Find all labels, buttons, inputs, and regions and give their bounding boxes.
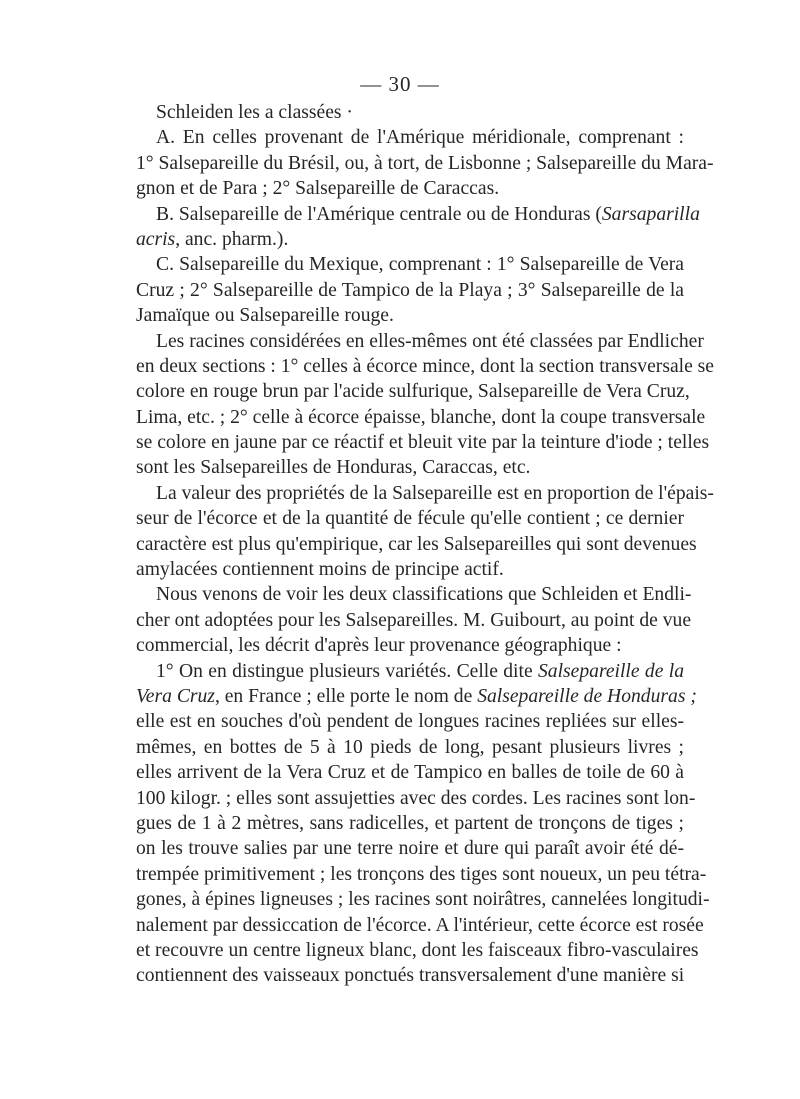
text-line bbox=[136, 532, 697, 557]
line-text: caractère est plus qu'empirique, car les Salsepareilles qui sont devenues bbox=[136, 533, 697, 555]
text-line bbox=[136, 455, 684, 480]
italic-text: Salsepareille de la bbox=[538, 660, 685, 682]
line-text: Lima, etc. ; 2° celle à écorce épaisse, blanche, dont la coupe transversale bbox=[136, 406, 706, 428]
text-line bbox=[136, 430, 710, 455]
text-line bbox=[136, 709, 684, 734]
line-text: Nous venons de voir les deux classifications que Schleiden et Endli- bbox=[156, 584, 692, 606]
text-line bbox=[136, 227, 684, 252]
italic-text: Vera Cruz bbox=[136, 685, 215, 707]
text-line bbox=[136, 811, 684, 836]
text-line bbox=[136, 836, 684, 861]
line-text: 1° On en distingue plusieurs variétés. Celle dite bbox=[156, 660, 538, 682]
line-text: A. En celles provenant de l'Amérique méridionale, comprenant : bbox=[156, 127, 684, 149]
line-text: gones, à épines ligneuses ; les racines sont noirâtres, cannelées longitudi- bbox=[136, 889, 710, 911]
line-text: en deux sections : 1° celles à écorce mince, dont la section transversale se bbox=[136, 355, 715, 377]
text-line bbox=[136, 405, 706, 430]
text-line bbox=[136, 608, 692, 633]
text-body bbox=[136, 100, 715, 989]
line-text: gues de 1 à 2 mètres, sans radicelles, et partent de tronçons de tiges ; bbox=[136, 812, 684, 834]
italic-text: Salsepareille de Honduras ; bbox=[477, 685, 697, 707]
text-line bbox=[136, 379, 690, 404]
page-number: — 30 — bbox=[360, 72, 440, 96]
text-line bbox=[136, 913, 704, 938]
text-line bbox=[136, 252, 684, 277]
line-text: amylacées contiennent moins de principe actif. bbox=[136, 559, 504, 581]
line-text: sont les Salsepareilles de Honduras, Caraccas, etc. bbox=[136, 457, 531, 479]
text-line bbox=[136, 963, 684, 988]
line-text: La valeur des propriétés de la Salsepareille est en proportion de l'épais- bbox=[156, 482, 714, 504]
line-text: mêmes, en bottes de 5 à 10 pieds de long, pesant plusieurs livres ; bbox=[136, 736, 684, 758]
line-text: nalement par dessiccation de l'écorce. A l'intérieur, cette écorce est rosée bbox=[136, 914, 704, 936]
text-line bbox=[136, 202, 700, 227]
line-text: C. Salsepareille du Mexique, comprenant : 1° Salsepareille de Vera bbox=[156, 254, 684, 276]
line-text: cher ont adoptées pour les Salsepareilles. M. Guibourt, au point de vue bbox=[136, 609, 692, 631]
text-line bbox=[136, 582, 692, 607]
text-line bbox=[136, 633, 684, 658]
line-text: elles arrivent de la Vera Cruz et de Tampico en balles de toile de 60 à bbox=[136, 762, 684, 784]
line-text: B. Salsepareille de l'Amérique centrale ou de Honduras ( bbox=[156, 203, 602, 225]
text-line bbox=[136, 862, 707, 887]
line-text: commercial, les décrit d'après leur provenance géographique : bbox=[136, 635, 622, 657]
text-line bbox=[136, 303, 684, 328]
text-line bbox=[136, 684, 697, 709]
line-text: Cruz ; 2° Salsepareille de Tampico de la Playa ; 3° Salsepareille de la bbox=[136, 279, 684, 301]
line-text: 100 kilogr. ; elles sont assujetties avec des cordes. Les racines sont lon- bbox=[136, 787, 696, 809]
text-line bbox=[136, 506, 684, 531]
text-line bbox=[136, 354, 715, 379]
line-text: seur de l'écorce et de la quantité de fécule qu'elle contient ; ce dernier bbox=[136, 508, 684, 530]
text-line bbox=[136, 760, 684, 785]
line-text: contiennent des vaisseaux ponctués transversalement d'une manière si bbox=[136, 965, 685, 987]
text-line bbox=[136, 938, 699, 963]
line-text: Schleiden les a classées · bbox=[156, 102, 353, 123]
text-line bbox=[136, 887, 710, 912]
line-text: Les racines considérées en elles-mêmes ont été classées par Endlicher bbox=[156, 330, 704, 352]
line-text: gnon et de Para ; 2° Salsepareille de Caraccas. bbox=[136, 178, 500, 200]
text-line bbox=[136, 735, 684, 760]
text-line bbox=[136, 100, 684, 125]
line-text: on les trouve salies par une terre noire et dure qui paraît avoir été dé- bbox=[136, 838, 684, 860]
text-line bbox=[136, 481, 714, 506]
line-text: , anc. pharm.). bbox=[175, 228, 289, 250]
line-text: colore en rouge brun par l'acide sulfurique, Salsepareille de Vera Cruz, bbox=[136, 381, 690, 403]
line-text: Jamaïque ou Salsepareille rouge. bbox=[136, 305, 394, 327]
text-line bbox=[136, 176, 684, 201]
line-text: trempée primitivement ; les tronçons des tiges sont noueux, un peu tétra- bbox=[136, 863, 707, 885]
text-line bbox=[136, 659, 684, 684]
text-line bbox=[136, 278, 684, 303]
text-line bbox=[136, 329, 704, 354]
text-line bbox=[136, 151, 714, 176]
line-text: et recouvre un centre ligneux blanc, dont les faisceaux fibro-vasculaires bbox=[136, 939, 699, 961]
italic-text: Sarsaparilla bbox=[601, 203, 700, 225]
line-text: 1° Salsepareille du Brésil, ou, à tort, de Lisbonne ; Salsepareille du Mara- bbox=[136, 152, 714, 174]
line-text: elle est en souches d'où pendent de longues racines repliées sur elles- bbox=[136, 711, 684, 733]
line-text: , en France ; elle porte le nom de bbox=[214, 685, 478, 707]
line-text: se colore en jaune par ce réactif et bleuit vite par la teinture d'iode ; telles bbox=[136, 432, 710, 454]
text-line bbox=[136, 557, 684, 582]
text-line bbox=[136, 786, 696, 811]
text-line bbox=[136, 125, 684, 150]
italic-text: acris bbox=[136, 228, 176, 250]
